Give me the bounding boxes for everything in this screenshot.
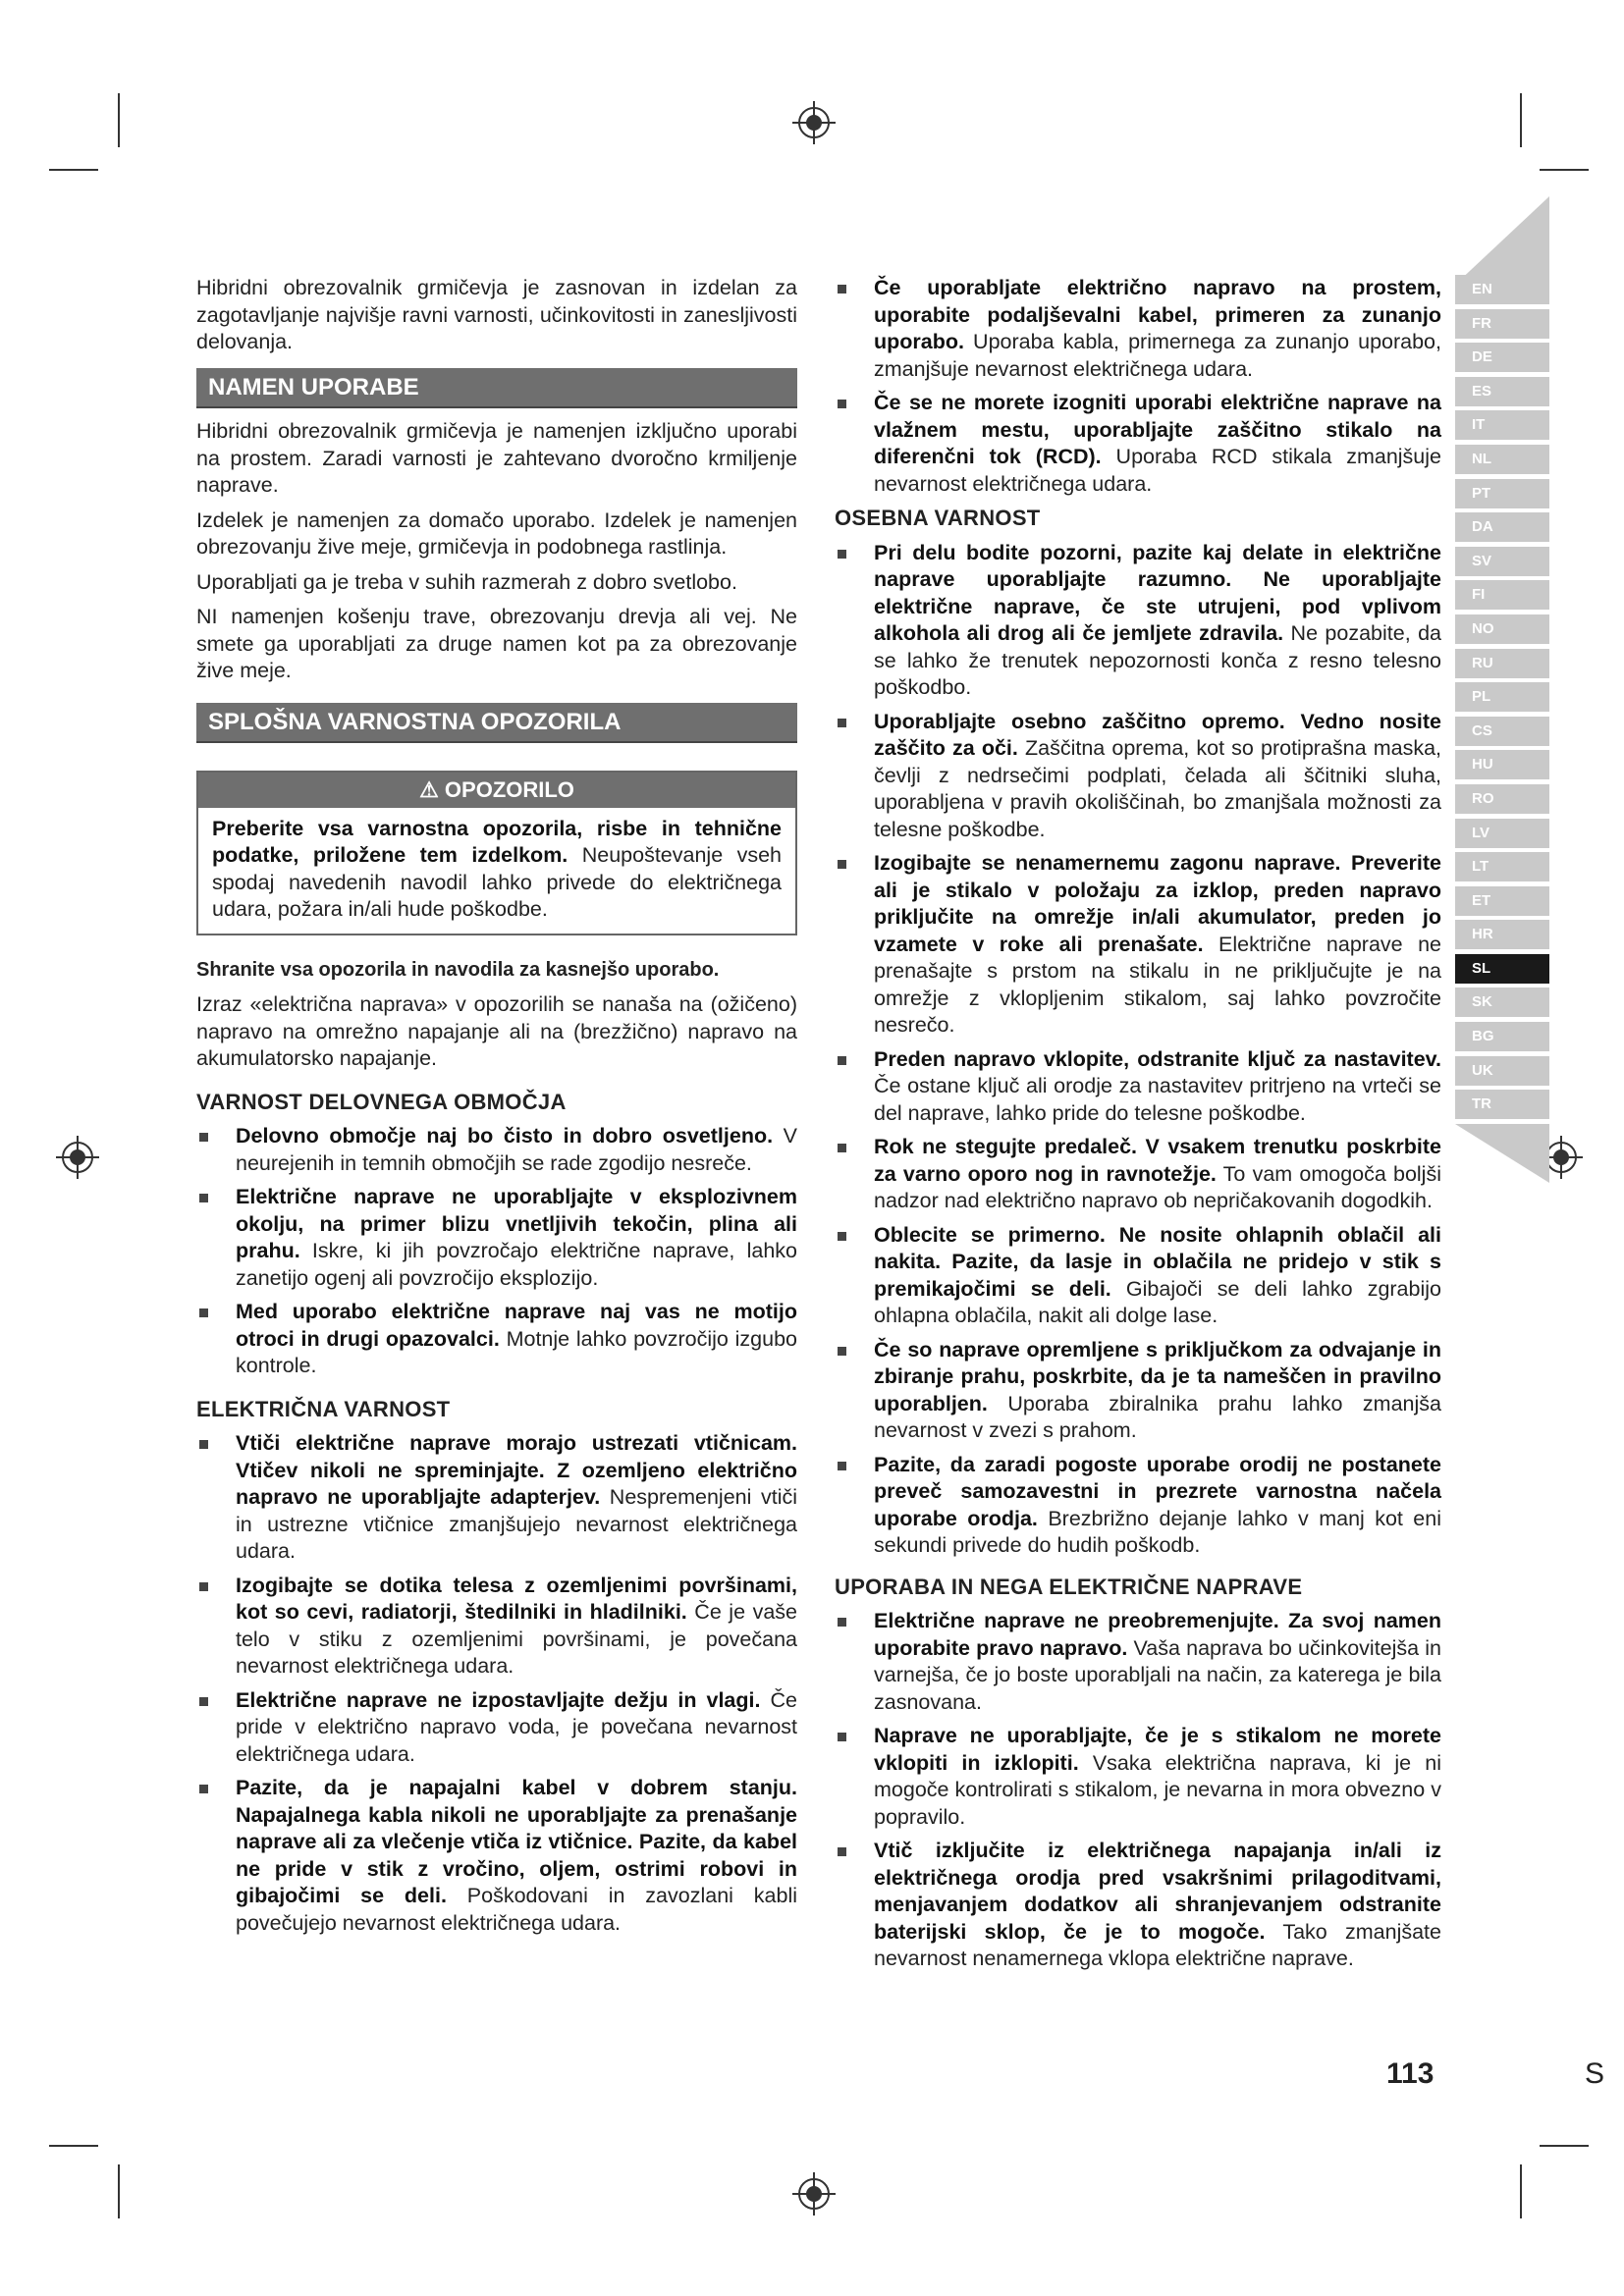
list-item-bold: Preden napravo vklopite, odstranite ključ za nastavitev.	[874, 1046, 1441, 1071]
list-item-text: Uporaba RCD stikala zmanjšuje nevarnost električnega udara.	[874, 445, 1441, 496]
list-item-text: Iskre, ki jih povzročajo električne naprave, lahko zanetijo ogenj ali povzročijo eksplozijo.	[236, 1239, 797, 1290]
list-item-bold: Izogibajte se dotika telesa z ozemljenimi površinami, kot so cevi, radiatorji, štedilniki in hladilniki.	[236, 1573, 797, 1624]
crop-mark	[49, 169, 98, 171]
list-item-bold: Če so naprave opremljene s priključkom za odvajanje in zbiranje prahu, poskrbite, da je ta nameščen in pravilno uporabljen.	[874, 1337, 1441, 1415]
section-title-namen: NAMEN UPORABE	[196, 368, 797, 409]
elektricna-list	[196, 1430, 797, 1937]
list-item-text: Tako zmanjšate nevarnost nenamernega vklopa električne naprave.	[874, 1919, 1441, 1970]
language-tab-cs[interactable]: CS	[1455, 717, 1549, 746]
language-tab-lt[interactable]: LT	[1455, 852, 1549, 881]
edge-glyph: S	[1585, 2057, 1605, 2090]
list-item-bold: Izogibajte se nenamernemu zagonu naprave. Preverite ali je stikalo v položaju za izklop, preden napravo priključite na omrežje in/ali akumulator, preden jo vzamete v roke ali prenašate.	[874, 851, 1441, 956]
language-tab-et[interactable]: ET	[1455, 886, 1549, 916]
subsection-title-delovno: VARNOST DELOVNEGA OBMOČJA	[196, 1089, 567, 1114]
language-tab-es[interactable]: ES	[1455, 377, 1549, 406]
list-item-text: Poškodovani in zavozlani kabli povečujejo nevarnost električnega udara.	[236, 1884, 797, 1935]
list-item-text: Vsaka električna naprava, ki je ni mogoče kontrolirati s stikalom, je nevarna in mora obvezno v popravilo.	[874, 1750, 1441, 1829]
registration-mark-icon	[792, 2172, 836, 2216]
list-item-text: To vam omogoča boljši nadzor nad električno napravo ob nepričakovanih dogodkih.	[874, 1161, 1441, 1212]
list-item	[196, 1430, 797, 1566]
list-item-bold: Rok ne stegujte predaleč. V vsakem trenutku poskrbite za varno oporo nog in ravnotežje.	[874, 1135, 1441, 1186]
list-item-bold: Naprave ne uporabljajte, če je s stikalom ne morete vklopiti in izklopiti.	[874, 1724, 1441, 1775]
warning-icon: ⚠	[419, 777, 439, 802]
list-item-bold: Električne naprave ne uporabljajte v eksplozivnem okolju, na primer blizu vnetljivih tekočin, plina ali prahu.	[236, 1185, 797, 1262]
subsection-title-elektricna: ELEKTRIČNA VARNOST	[196, 1396, 451, 1421]
list-item-text: Uporaba kabla, primernega za zunanjo uporabo, zmanjšuje nevarnost električnega udara.	[874, 330, 1441, 381]
language-tab-en[interactable]: EN	[1455, 275, 1549, 304]
list-item	[835, 1452, 1441, 1560]
keep-instructions: Shranite vsa opozorila in navodila za kasnejšo uporabo.	[196, 958, 720, 981]
crop-mark	[1540, 2145, 1589, 2147]
list-item-bold: Pazite, da zaradi pogoste uporabe orodij ne postanete preveč samozavestni in prezrete varnostna načela uporabe orodja.	[874, 1452, 1441, 1530]
language-tab-hu[interactable]: HU	[1455, 750, 1549, 779]
list-item	[196, 1687, 797, 1769]
list-item-text: Gibajoči se deli lahko zgrabijo ohlapna oblačila, nakit ali dolge lase.	[874, 1276, 1441, 1327]
language-tab-lv[interactable]: LV	[1455, 819, 1549, 848]
list-item-bold: Pri delu bodite pozorni, pazite kaj delate in električne naprave uporabljajte razumno. Ne uporabljajte električne naprave, če ste utrujeni, pod vplivom alkohola ali drog ali če jemljete zdravila.	[874, 540, 1441, 645]
list-item-text: Če je vaše telo v stiku z ozemljenimi površinami, je povečana nevarnost električnega udara.	[236, 1600, 797, 1678]
list-item	[835, 1337, 1441, 1445]
crop-mark	[118, 93, 120, 147]
language-tab-fi[interactable]: FI	[1455, 580, 1549, 610]
list-item-bold: Pazite, da je napajalni kabel v dobrem stanju. Napajalnega kabla nikoli ne uporabljajte za prenašanje naprave ali za vlečenje vtiča iz vtičnice. Pazite, da kabel ne pride v stik z vročino, oljem, ostrimi robovi in gibajočimi se deli.	[236, 1776, 797, 1907]
list-item	[835, 1608, 1441, 1716]
language-tab-uk[interactable]: UK	[1455, 1056, 1549, 1086]
registration-mark-icon	[792, 101, 836, 144]
list-item-text: Električne naprave ne prenašajte s prstom na stikalu in ne priključujte je na omrežje z vklopljenim stikalom, saj lahko povzročite nesrečo.	[874, 932, 1442, 1037]
registration-mark-icon	[56, 1136, 99, 1179]
language-tab-hr[interactable]: HR	[1455, 920, 1549, 949]
warning-box	[196, 771, 797, 935]
list-item-text: Motnje lahko povzročijo izgubo kontrole.	[236, 1326, 797, 1377]
language-tab-sv[interactable]: SV	[1455, 547, 1549, 576]
warning-text: Neupoštevanje vseh spodaj navedenih navodil lahko privede do električnega udara, požara in/ali hude poškodbe.	[212, 843, 783, 921]
list-item-text: Nespremenjeni vtiči in ustrezne vtičnice zmanjšujejo nevarnost električnega udara.	[236, 1485, 798, 1563]
list-item-bold: Če uporabljate električno napravo na prostem, uporabite podaljševalni kabel, primeren za zunanjo uporabo.	[874, 276, 1441, 353]
language-tab-da[interactable]: DA	[1455, 512, 1549, 542]
crop-mark	[49, 2145, 98, 2147]
crop-mark	[1540, 169, 1589, 171]
list-item-text: Zaščitna oprema, kot so protiprašna maska, čevlji z nedrsečimi podplati, čelada ali ščitniki sluha, uporabljena v pravih okoliščinah, bo zmanjšala možnosti za telesne poškodbe.	[874, 736, 1441, 841]
warning-bold-text: Preberite vsa varnostna opozorila, risbe in tehnične podatke, priložene tem izdelkom.	[212, 816, 782, 867]
list-item-text: Če ostane ključ ali orodje za nastavitev pritrjeno na vrteči se del naprave, lahko pride do telesne poškodbe.	[874, 1074, 1441, 1125]
list-item	[835, 1838, 1441, 1973]
list-item-bold: Med uporabo električne naprave naj vas ne motijo otroci in drugi opazovalci.	[236, 1300, 797, 1351]
language-tab-top	[1455, 196, 1549, 285]
crop-mark	[1520, 2164, 1522, 2218]
language-tab-pl[interactable]: PL	[1455, 682, 1549, 712]
list-item	[835, 1723, 1441, 1831]
list-item-text: Uporaba zbiralnika prahu lahko zmanjša nevarnost v zvezi s prahom.	[874, 1391, 1441, 1442]
left-column	[196, 275, 797, 1944]
language-tab-ro[interactable]: RO	[1455, 784, 1549, 814]
page-number: 113	[1386, 2057, 1435, 2090]
right-column	[835, 275, 1441, 1980]
list-item	[835, 390, 1441, 498]
language-tab-ru[interactable]: RU	[1455, 649, 1549, 678]
list-item-bold: Vtiči električne naprave morajo ustrezati vtičnicam. Vtičev nikoli ne spreminjajte. Z ozemljeno električno napravo ne uporabljajte adapterjev.	[236, 1431, 797, 1509]
osebna-list	[835, 540, 1441, 1560]
intro-paragraph: Hibridni obrezovalnik grmičevja je zasnovan in izdelan za zagotavljanje najvišje ravni varnosti, učinkovitosti in zanesljivosti delovanja.	[196, 276, 797, 353]
warning-header	[198, 773, 795, 808]
list-item	[196, 1775, 797, 1937]
language-tab-pt[interactable]: PT	[1455, 479, 1549, 508]
list-item-bold: Oblecite se primerno. Ne nosite ohlapnih oblačil ali nakita. Pazite, da lasje in oblačila ne pridejo v stik s premikajočimi se deli.	[874, 1222, 1441, 1301]
list-item-text: Če pride v električno napravo voda, je povečana nevarnost električnega udara.	[236, 1687, 797, 1766]
namen-paragraph: Hibridni obrezovalnik grmičevja je namenjen izključno uporabi na prostem. Zaradi varnosti je zahtevano dvoročno krmiljenje naprave.	[196, 419, 797, 497]
crop-mark	[118, 2164, 120, 2218]
list-item-bold: Vtič izključite iz električnega napajanja in/ali iz električnega orodja pred vsakršnimi prilagoditvami, menjavanjem dodatkov ali shranjevanjem odstranite baterijski sklop, če je to mogoče.	[874, 1839, 1441, 1944]
language-tab-fr[interactable]: FR	[1455, 309, 1549, 339]
language-tab-sl[interactable]: SL	[1455, 954, 1549, 984]
list-item	[835, 540, 1441, 702]
language-tab-bg[interactable]: BG	[1455, 1022, 1549, 1051]
list-item	[835, 1134, 1441, 1215]
namen-paragraph: Izdelek je namenjen za domačo uporabo. Izdelek je namenjen obrezovanju žive meje, grmičevja in podobnega rastlinja.	[196, 507, 797, 559]
list-item	[835, 709, 1441, 844]
list-item-text: Ne pozabite, da se lahko že trenutek nepozornosti konča z resno telesno poškodbo.	[874, 621, 1441, 699]
subsection-title-osebna: OSEBNA VARNOST	[835, 506, 1041, 530]
language-tab-nl[interactable]: NL	[1455, 445, 1549, 474]
list-item-bold: Uporabljajte osebno zaščitno opremo. Vedno nosite zaščito za oči.	[874, 709, 1441, 760]
language-tab-it[interactable]: IT	[1455, 410, 1549, 440]
language-tab-de[interactable]: DE	[1455, 343, 1549, 372]
nega-list	[835, 1608, 1441, 1973]
list-item	[835, 275, 1441, 383]
list-item-bold: Električne naprave ne preobremenjujte. Za svoj namen uporabite pravo napravo.	[874, 1609, 1441, 1660]
language-tab-no[interactable]: NO	[1455, 614, 1549, 644]
list-item-text: Vaša naprava bo učinkovitejša in varnejša, če jo boste uporabljali na način, za katerega je bila zasnovana.	[874, 1635, 1441, 1714]
language-tabs	[1455, 275, 1549, 1124]
subsection-title-nega: UPORABA IN NEGA ELEKTRIČNE NAPRAVE	[835, 1574, 1303, 1599]
language-tab-sk[interactable]: SK	[1455, 988, 1549, 1017]
list-item	[196, 1184, 797, 1292]
warning-title: OPOZORILO	[444, 777, 574, 802]
list-item	[835, 1222, 1441, 1330]
list-item	[835, 1046, 1441, 1128]
list-item	[835, 850, 1441, 1040]
term-paragraph: Izraz «električna naprava» v opozorilih se nanaša na (ožičeno) napravo na omrežno napajanje ali na (brezžično) napravo na akumulatorsko napajanje.	[196, 992, 797, 1070]
list-item-bold: Električne naprave ne izpostavljajte dežju in vlagi.	[236, 1687, 761, 1712]
list-item	[196, 1573, 797, 1681]
namen-paragraph: Uporabljati ga je treba v suhih razmerah z dobro svetlobo.	[196, 569, 737, 594]
list-item-text: Brezbrižno dejanje lahko v manj kot eni sekundi privede do hudih poškodb.	[874, 1506, 1441, 1557]
language-tab-tr[interactable]: TR	[1455, 1090, 1549, 1119]
list-item	[196, 1299, 797, 1380]
list-item-bold: Če se ne morete izogniti uporabi električne naprave na vlažnem mestu, uporabljajte zaščitno stikalo na diferenčni tok (RCD).	[874, 391, 1441, 468]
list-item-bold: Delovno območje naj bo čisto in dobro osvetljeno.	[236, 1124, 774, 1148]
list-item	[196, 1123, 797, 1177]
crop-mark	[1520, 93, 1522, 147]
elektricna-list-continued	[835, 275, 1441, 498]
namen-paragraph: NI namenjen košenju trave, obrezovanju drevja ali vej. Ne smete ga uporabljati za druge namen kot pa za obrezovanje žive meje.	[196, 605, 797, 682]
language-tab-bottom	[1455, 1124, 1549, 1183]
delovno-list	[196, 1123, 797, 1380]
section-title-splosna: SPLOŠNA VARNOSTNA OPOZORILA	[196, 703, 797, 744]
warning-body	[198, 808, 795, 934]
list-item-text: V neurejenih in temnih območjih se rade zgodijo nesreče.	[236, 1124, 797, 1175]
